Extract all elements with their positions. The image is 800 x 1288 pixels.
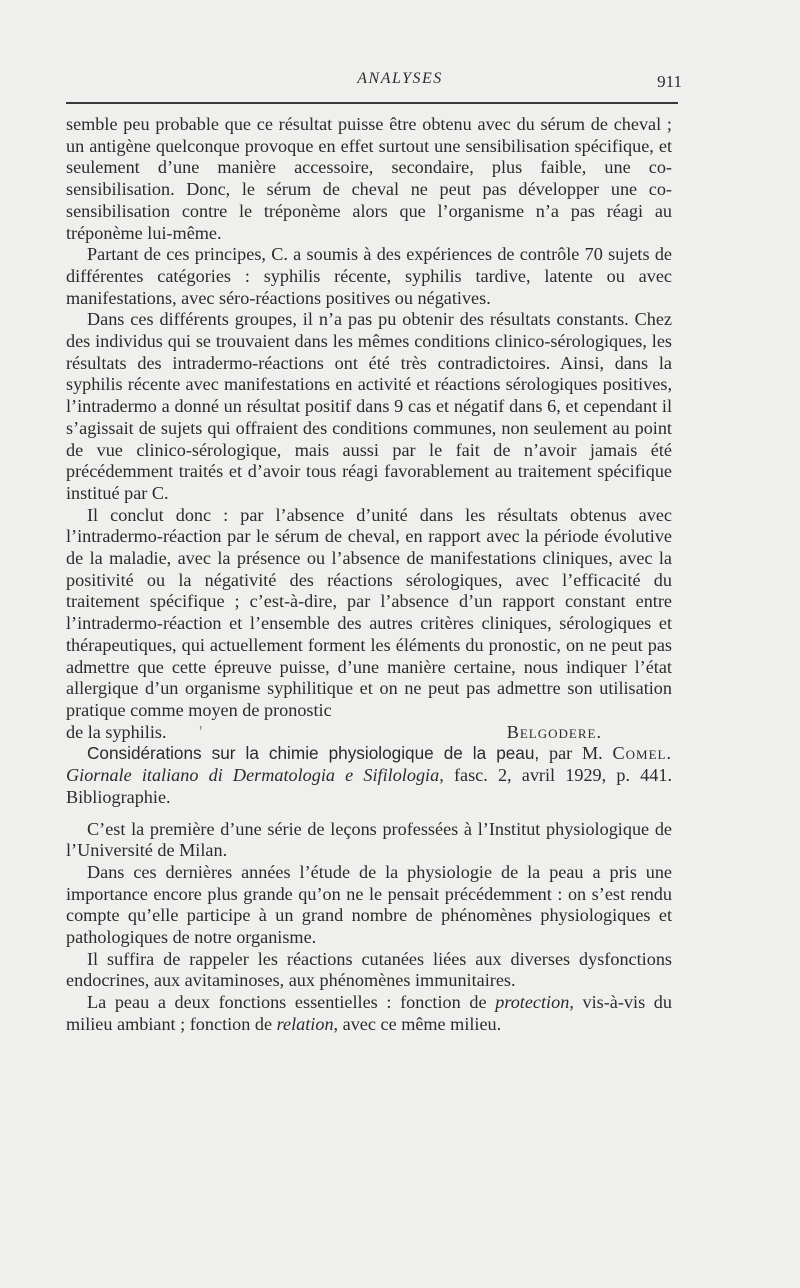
- article-title: Considérations sur la chimie physiologique de la peau,: [87, 743, 540, 764]
- paragraph: Il suffira de rappeler les réactions cutanées liées aux diverses dysfonctions endocrines, aux avitaminoses, aux phénomènes immunitaires.: [66, 948, 672, 991]
- article-by: par M.: [548, 743, 603, 764]
- paragraph: semble peu probable que ce résultat puisse être obtenu avec du sérum de cheval ; un antigène quelconque provoque en effet surtout une sensibilisation spécifique, et seulement d’une manière accessoire, secondaire, plus faible, une co-sensibilisation. Donc, le sérum de cheval ne peut pas développer une co-sensibilisation contre le tréponème alors que l’organisme n’a pas réagi au tréponème lui-même.: [66, 114, 672, 243]
- paragraph: Dans ces différents groupes, il n’a pas pu obtenir des résultats constants. Chez des individus qui se trouvaient dans les mêmes conditions clinico-sérologiques, les résultats des intradermo-réactions ont été très contradictoires. Ainsi, dans la syphilis récente avec manifestations en activité et réactions sérologiques positives, l’intradermo a donné un résultat positif dans 9 cas et négatif dans 6, et cependant il s’agissait de sujets qui offraient des conditions communes, non seulement au point de vue clinico-sérologique, mais aussi par le fait de n’avoir jamais été précédemment traités et d’avoir tous réagi favorablement au traitement spécifique institué par C.: [66, 309, 672, 503]
- emphasis-protection: protection: [495, 992, 570, 1013]
- article-author: Comel.: [612, 743, 672, 764]
- paragraph: Il conclut donc : par l’absence d’unité dans les résultats obtenus avec l’intradermo-réaction par le sérum de cheval, en rapport avec la période évolutive de la maladie, avec la présence ou l’absence de manifestations cliniques, avec la positivité ou la négativité des réactions sérologiques, avec l’efficacité du traitement spécifique ; c’est-à-dire, par l’absence d’un rapport constant entre l’intradermo-réaction et l’ensemble des autres critères cliniques, sérologiques et thérapeutiques, qui actuellement forment les éléments du pronostic, on ne peut pas admettre que cette épreuve puisse, d’une manière certaine, nous indiquer l’état allergique d’un organisme syphilitique et on ne peut pas admettre son utilisation pratique comme moyen de pronostic: [66, 504, 672, 720]
- emphasis-relation: relation: [276, 1013, 334, 1034]
- paragraph: C’est la première d’une série de leçons professées à l’Institut physiologique de l’Université de Milan.: [66, 818, 672, 861]
- paragraph-end: de la syphilis. ': [66, 721, 203, 742]
- bibliography-note: Bibliographie.: [66, 786, 171, 807]
- journal-name: Giornale italiano di Dermatologia e Sifilologia,: [66, 765, 444, 786]
- citation: fasc. 2, avril 1929, p. 441.: [453, 765, 673, 786]
- running-head: [0, 70, 800, 94]
- signature-line: [66, 722, 672, 744]
- running-title: ANALYSES: [357, 70, 443, 87]
- article-heading: [66, 743, 672, 808]
- header-rule: [66, 102, 678, 104]
- stray-mark: ': [199, 721, 203, 742]
- reviewer-signature: Belgodere.: [506, 721, 602, 742]
- page-number: 911: [657, 72, 682, 91]
- paragraph: Partant de ces principes, C. a soumis à des expériences de contrôle 70 sujets de différentes catégories : syphilis récente, syphilis tardive, latente ou avec manifestations, avec séro-réactions positives ou négatives.: [66, 244, 672, 308]
- paragraph-final: La peau a deux fonctions essentielles : fonction de protection, vis-à-vis du milieu ambiant ; fonction de relation, avec ce même milieu.: [66, 992, 672, 1034]
- paragraph: Dans ces dernières années l’étude de la physiologie de la peau a pris une importance encore plus grande qu’on ne le pensait précédemment : on s’est rendu compte qu’elle participe à un grand nombre de phénomènes physiologiques et pathologiques de notre organisme.: [66, 861, 672, 948]
- body-text: [66, 114, 672, 1036]
- spacer: [66, 809, 672, 819]
